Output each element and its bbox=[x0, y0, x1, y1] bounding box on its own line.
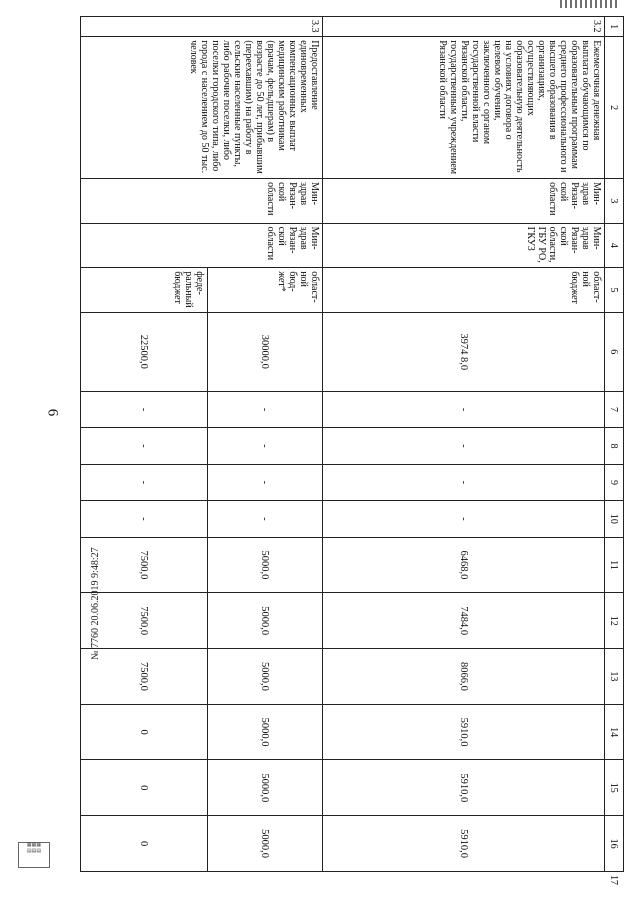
column-header: 12 bbox=[605, 593, 624, 649]
year-value: 0 bbox=[81, 816, 208, 872]
year-value: 6468,0 bbox=[322, 537, 604, 593]
funding-source: област-ной бюд-жет* bbox=[207, 268, 322, 313]
year-value: 8066,0 bbox=[322, 649, 604, 705]
year-value: - bbox=[81, 501, 208, 537]
row-number: 3.3 bbox=[81, 17, 323, 37]
executor: Мин-здрав Рязан-ской области bbox=[81, 179, 323, 224]
funding-source: област-ной бюджет bbox=[322, 268, 604, 313]
program-table-container bbox=[80, 16, 624, 885]
column-header: 6 bbox=[605, 312, 624, 391]
measure-name: Предоставление единовременных компенсационных выплат медицинским работникам (врачам, фельдшерам) в возрасте до 50 лет, прибывшим (переехавшим) на работу в сельские населенные пункты, либо рабочие поселки, либо поселки городского типа, либо города с населением до 50 тыс. человек bbox=[81, 37, 323, 179]
year-value: - bbox=[207, 391, 322, 427]
column-header: 3 bbox=[605, 179, 624, 224]
year-value: 5000,0 bbox=[207, 649, 322, 705]
recipient: Мин-здрав Рязан-ской области bbox=[81, 223, 323, 268]
year-value: 0 bbox=[81, 760, 208, 816]
column-header: 4 bbox=[605, 223, 624, 268]
column-number-row: 1 2 3 4 5 6 7 8 9 10 11 12 13 14 15 16 17 bbox=[605, 17, 624, 872]
column-header: 9 bbox=[605, 464, 624, 500]
year-value: 5910,0 bbox=[322, 704, 604, 760]
year-value: - bbox=[207, 428, 322, 464]
year-value: 7500,0 bbox=[81, 649, 208, 705]
column-header: 14 bbox=[605, 704, 624, 760]
year-value: 5000,0 bbox=[207, 816, 322, 872]
year-value: - bbox=[207, 501, 322, 537]
column-header: 16 bbox=[605, 816, 624, 872]
year-value: 0 bbox=[81, 704, 208, 760]
year-value: - bbox=[81, 391, 208, 427]
table-row bbox=[207, 17, 322, 872]
column-header: 10 bbox=[605, 501, 624, 537]
page-number: 6 bbox=[44, 408, 61, 417]
year-value: - bbox=[322, 428, 604, 464]
total-amount: 3974 8,0 bbox=[322, 312, 604, 391]
year-value: 5000,0 bbox=[207, 537, 322, 593]
column-header: 5 bbox=[605, 268, 624, 313]
year-value: - bbox=[322, 464, 604, 500]
column-header: 11 bbox=[605, 537, 624, 593]
measure-name: Ежемесячная денежная выплата обучающимся по образовательным программам среднего профессионального и высшего образования в организациях, осуществляющих образовательную деятельность на условиях договора о целевом обучении, заключенного с органом государственной власти Рязанской области, государственным учреждением Рязанской области bbox=[322, 37, 604, 179]
year-value: - bbox=[322, 391, 604, 427]
scan-artifact bbox=[560, 0, 620, 8]
electronic-seal-icon: ▦▦▦ ▤▤▤ bbox=[18, 842, 50, 868]
registration-stamp: № 7760 20.06.2019 9:48:27 bbox=[90, 547, 101, 660]
year-value: 5910,0 bbox=[322, 760, 604, 816]
year-value: 5000,0 bbox=[207, 704, 322, 760]
year-value: - bbox=[81, 464, 208, 500]
column-header: 15 bbox=[605, 760, 624, 816]
column-header: 1 bbox=[605, 17, 624, 37]
funding-source: феде-ральный бюджет bbox=[81, 268, 208, 313]
column-header: 7 bbox=[605, 391, 624, 427]
year-value: 7500,0 bbox=[81, 593, 208, 649]
program-table bbox=[80, 16, 624, 885]
year-value: 5000,0 bbox=[207, 760, 322, 816]
executor: Мин-здрав Рязан-ской области bbox=[322, 179, 604, 224]
column-header: 2 bbox=[605, 37, 624, 179]
year-value: 5000,0 bbox=[207, 593, 322, 649]
column-header: 8 bbox=[605, 428, 624, 464]
column-header: 13 bbox=[605, 649, 624, 705]
year-value: - bbox=[322, 501, 604, 537]
year-value: 7484,0 bbox=[322, 593, 604, 649]
year-value: 7500,0 bbox=[81, 537, 208, 593]
year-value: - bbox=[207, 464, 322, 500]
total-amount: 22500,0 bbox=[81, 312, 208, 391]
year-value: 5910,0 bbox=[322, 816, 604, 872]
row-number: 3.2 bbox=[322, 17, 604, 37]
recipient: Мин-здрав Рязан-ской области, ГБУ РО, ГКУЗ bbox=[322, 223, 604, 268]
year-value: - bbox=[81, 428, 208, 464]
table-row bbox=[322, 17, 604, 872]
total-amount: 30000,0 bbox=[207, 312, 322, 391]
